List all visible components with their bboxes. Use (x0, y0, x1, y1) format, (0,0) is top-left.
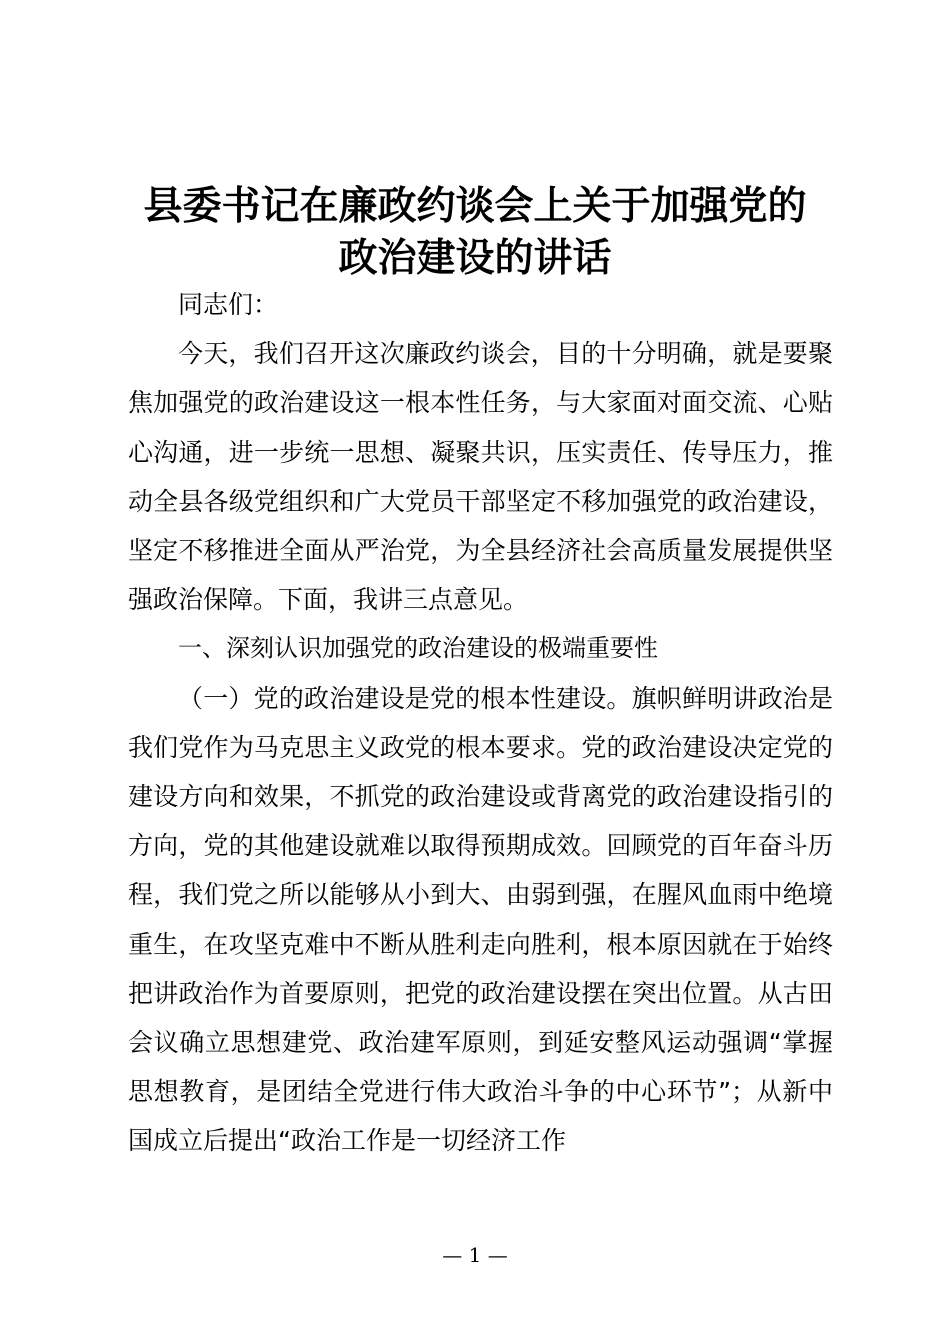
section-paragraph: （一）党的政治建设是党的根本性建设。旗帜鲜明讲政治是我们党作为马克思主义政党的根本要求。党的政治建设决定党的建设方向和效果，不抓党的政治建设或背离党的政治建设指引的方向，党的其他建设就难以取得预期成效。回顾党的百年奋斗历程，我们党之所以能够从小到大、由弱到强，在腥风血雨中绝境重生，在攻坚克难中不断从胜利走向胜利，根本原因就在于始终把讲政治作为首要原则，把党的政治建设摆在突出位置。从古田会议确立思想建党、政治建军原则，到延安整风运动强调“掌握思想教育，是团结全党进行伟大政治斗争的中心环节”；从新中国成立后提出“政治工作是一切经济工作 (128, 683, 833, 1156)
section-heading: 一、深刻认识加强党的政治建设的极端重要性 (178, 634, 658, 663)
intro-paragraph: 今天，我们召开这次廉政约谈会，目的十分明确，就是要聚焦加强党的政治建设这一根本性任务，与大家面对面交流、心贴心沟通，进一步统一思想、凝聚共识，压实责任、传导压力，推动全县各级党组织和广大党员干部坚定不移加强党的政治建设，坚定不移推进全面从严治党，为全县经济社会高质量发展提供坚强政治保障。下面，我讲三点意见。 (128, 339, 833, 615)
document-title-line-2: 政治建设的讲话 (338, 235, 612, 281)
salutation: 同志们： (178, 290, 279, 319)
document-body (128, 280, 833, 1166)
page-number: — 1 — (442, 1243, 508, 1267)
document-title-line-1: 县委书记在廉政约谈会上关于加强党的 (143, 183, 807, 229)
